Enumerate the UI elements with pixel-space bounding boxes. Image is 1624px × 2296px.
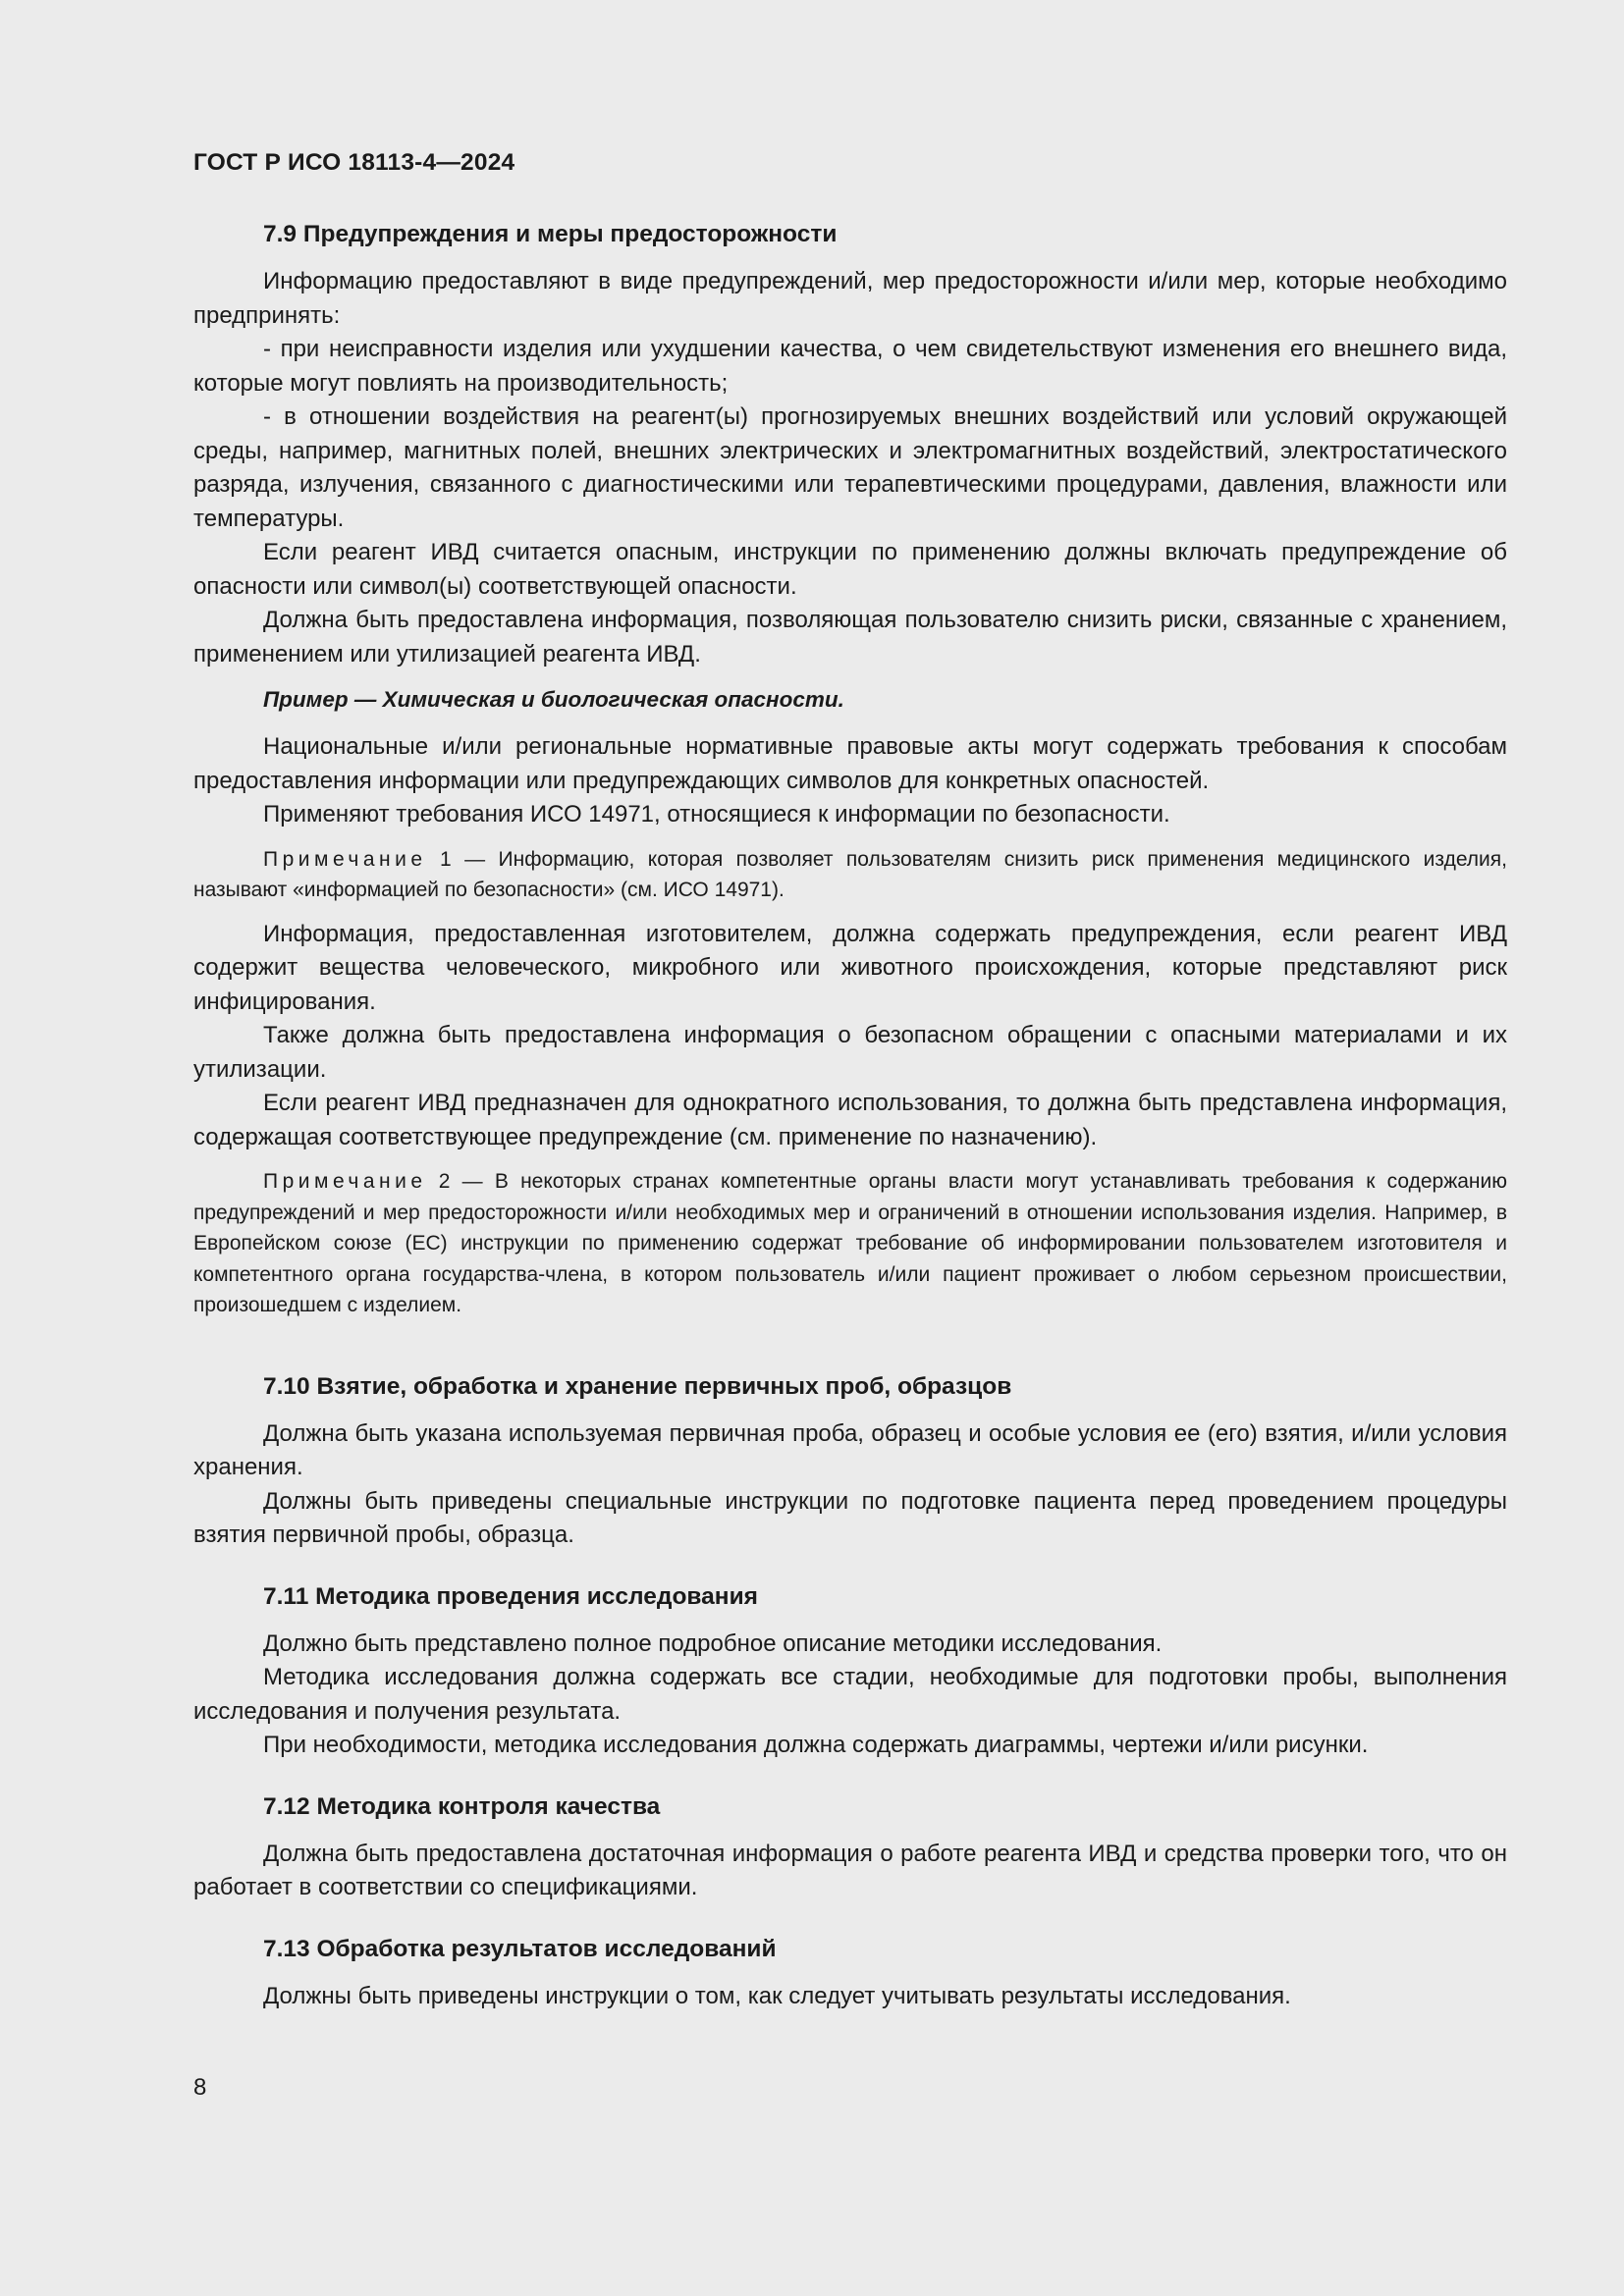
note-2: [193, 1166, 1507, 1321]
paragraph: Должны быть приведены специальные инструкции по подготовке пациента перед проведением процедуры взятия первичной пробы, образца.: [193, 1487, 1507, 1548]
paragraph: При необходимости, методика исследования должна содержать диаграммы, чертежи и/или рисунки.: [263, 1732, 1369, 1758]
section-title: 7.10 Взятие, обработка и хранение первичных проб, образцов: [263, 1372, 1012, 1400]
paragraph: Должна быть указана используемая первичная проба, образец и особые условия ее (его) взятия, и/или условия хранения.: [193, 1419, 1507, 1480]
list-item: - в отношении воздействия на реагент(ы) прогнозируемых внешних воздействий или условий окружающей среды, например, магнитных полей, внешних электрических и электромагнитных воздействий, электростатического разряда, излучения, связанного с диагностическими или терапевтическими процедурами, давления, влажности или температуры.: [193, 403, 1507, 532]
list-item: - при неисправности изделия или ухудшении качества, о чем свидетельствуют изменения его внешнего вида, которые могут повлиять на производительность;: [193, 336, 1507, 397]
note-1: [193, 844, 1507, 906]
note-label: Примечание: [263, 847, 427, 871]
paragraph: Должна быть предоставлена достаточная информация о работе реагента ИВД и средства проверки того, что он работает в соответствии со спецификациями.: [193, 1840, 1507, 1900]
paragraph: Национальные и/или региональные нормативные правовые акты могут содержать требования к способам предоставления информации или предупреждающих символов для конкретных опасностей.: [193, 733, 1507, 794]
section-title: 7.12 Методика контроля качества: [263, 1792, 661, 1820]
page-number: 8: [193, 2074, 207, 2101]
document-page: [193, 143, 1507, 2013]
section-title: 7.13 Обработка результатов исследований: [263, 1935, 777, 1962]
section-title: 7.11 Методика проведения исследования: [263, 1582, 758, 1610]
paragraph: Должны быть приведены инструкции о том, как следует учитывать результаты исследования.: [263, 1982, 1291, 2009]
section-7-9: [193, 218, 1507, 1321]
section-7-12: [193, 1790, 1507, 1905]
paragraph: Методика исследования должна содержать все стадии, необходимые для подготовки пробы, выполнения исследования и получения результата.: [193, 1664, 1507, 1725]
paragraph: Если реагент ИВД предназначен для однократного использования, то должна быть представлена информация, содержащая соответствующее предупреждение (см. применение по назначению).: [193, 1090, 1507, 1150]
example-line: Пример — Химическая и биологическая опасности.: [263, 687, 844, 712]
paragraph: Информация, предоставленная изготовителем, должна содержать предупреждения, если реагент ИВД содержит вещества человеческого, микробного или животного происхождения, которые представляют риск инфицирования.: [193, 920, 1507, 1015]
note-text: 1 — Информацию, которая позволяет пользователям снизить риск применения медицинского изделия, называют «информацией по безопасности» (см. ИСО 14971).: [193, 847, 1507, 901]
paragraph: Также должна быть предоставлена информация о безопасном обращении с опасными материалами и их утилизации.: [193, 1022, 1507, 1083]
document-header: ГОСТ Р ИСО 18113-4—2024: [193, 149, 515, 176]
paragraph: Должна быть предоставлена информация, позволяющая пользователю снизить риски, связанные с хранением, применением или утилизацией реагента ИВД.: [193, 607, 1507, 667]
section-7-10: [193, 1370, 1507, 1553]
section-title: 7.9 Предупреждения и меры предосторожности: [263, 221, 838, 247]
paragraph: Если реагент ИВД считается опасным, инструкции по применению должны включать предупреждение об опасности или символ(ы) соответствующей опасности.: [193, 539, 1507, 600]
paragraph: Должно быть представлено полное подробное описание методики исследования.: [263, 1629, 1163, 1657]
paragraph: Информацию предоставляют в виде предупреждений, мер предосторожности и/или мер, которые необходимо предпринять:: [193, 268, 1507, 329]
note-text: 2 — В некоторых странах компетентные органы власти могут устанавливать требования к содержанию предупреждений и мер предосторожности и/или необходимых мер и ограничений в отношении использования изделия. Например, в Европейском союзе (ЕС) инструкции по применению содержат требование об информировании пользователем изготовителя и компетентного органа государства-члена, в котором пользователь и/или пациент проживает о любом серьезном происшествии, произошедшем с изделием.: [193, 1170, 1507, 1316]
section-7-13: [193, 1933, 1507, 2014]
paragraph: Применяют требования ИСО 14971, относящиеся к информации по безопасности.: [263, 801, 1170, 828]
note-label: Примечание: [263, 1170, 427, 1193]
section-7-11: [193, 1580, 1507, 1763]
